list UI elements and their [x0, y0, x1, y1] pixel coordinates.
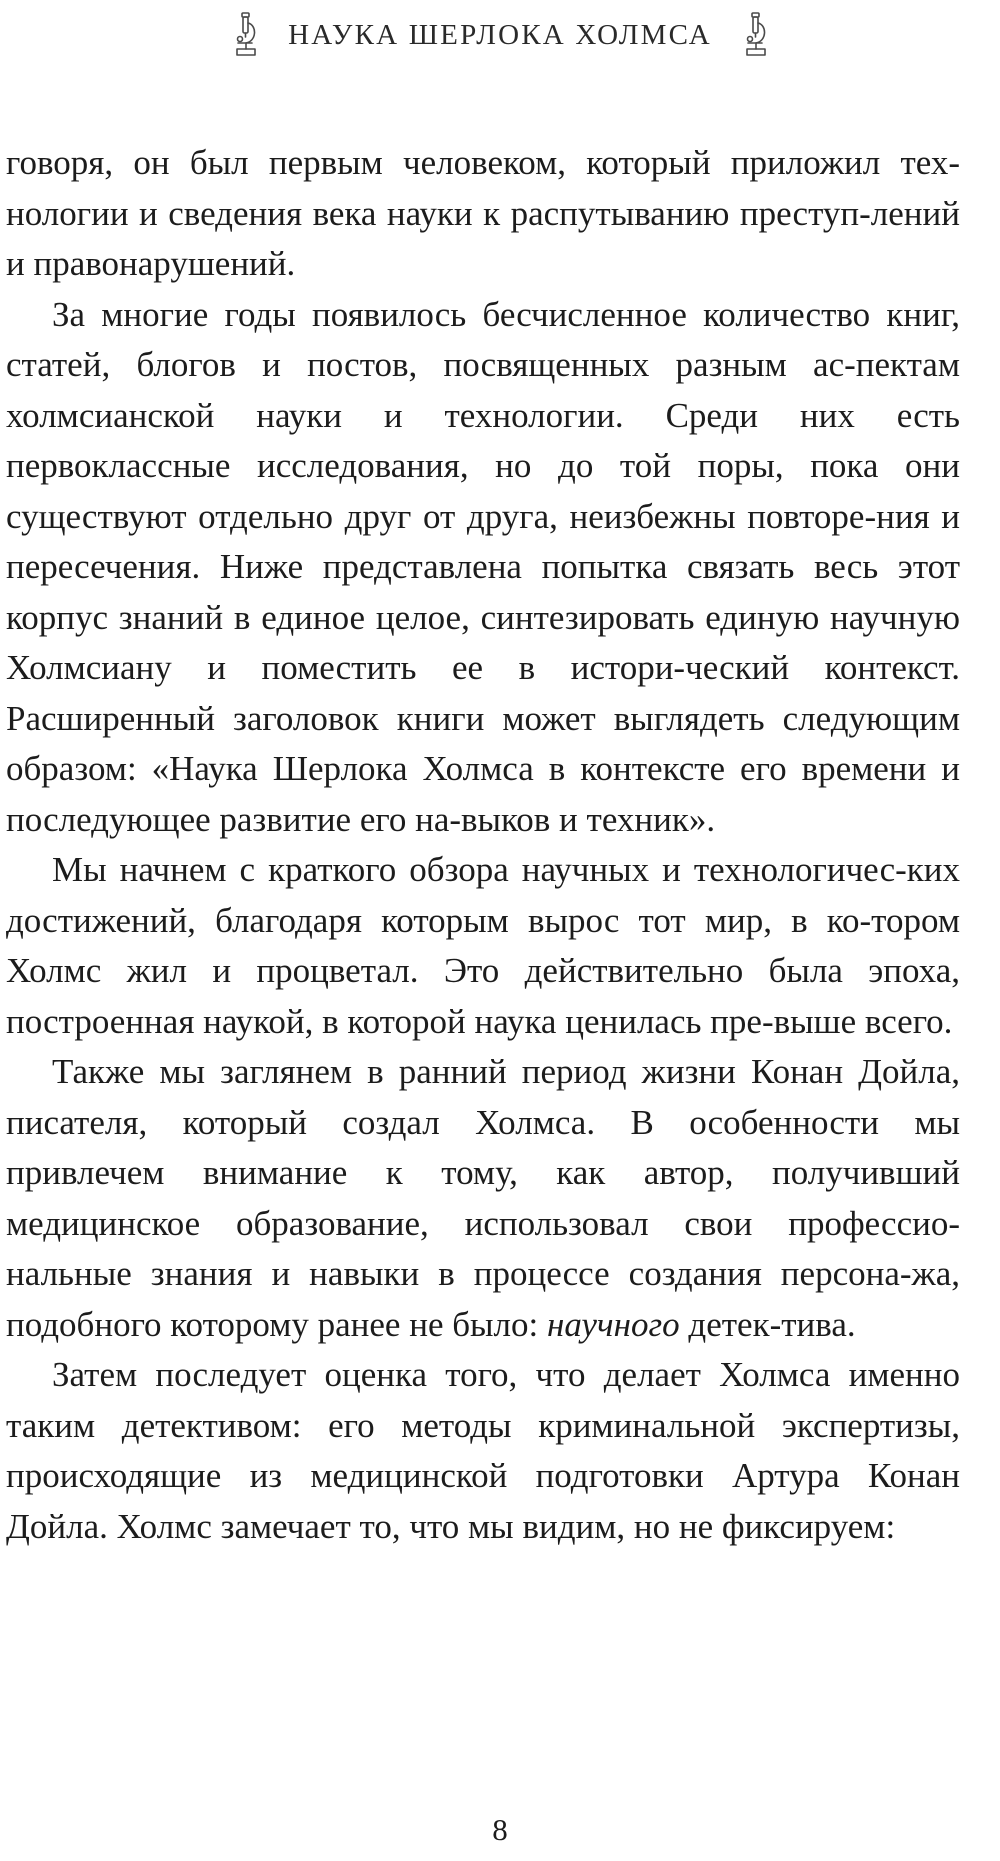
paragraph-text: говоря, он был первым человеком, который приложил тех-нологии и сведения века науки к распутыванию преступ-лений и правонарушений.	[6, 143, 960, 283]
paragraph	[6, 138, 960, 290]
paragraph-text: Также мы заглянем в ранний период жизни Конан Дойла, писателя, который создал Холмса. В особенности мы привлечем внимание к тому, как автор, получивший медицинское образование, использовал свои профессио-нальные знания и навыки в процессе создания персона-жа, подобного которому ранее не было:	[6, 1052, 960, 1344]
running-header	[0, 10, 1000, 60]
running-header-title: НАУКА ШЕРЛОКА ХОЛМСА	[288, 18, 712, 51]
italic-text: научного	[547, 1304, 680, 1344]
paragraph-text: За многие годы появилось бесчисленное количество книг, статей, блогов и постов, посвященных разным ас-пектам холмсианской науки и технологии. Среди них есть первоклассные исследования, но до той поры, пока они существуют отдельно друг от друга, неизбежны повторе-ния и пересечения. Ниже представлена попытка связать весь этот корпус знаний в единое целое, синтезировать единую научную Холмсиану и поместить ее в истори-ческий контекст. Расширенный заголовок книги может выглядеть следующим образом: «Наука Шерлока Холмса в контексте его времени и последующее развитие его на-выков и техник».	[6, 294, 960, 839]
microscope-icon	[230, 11, 260, 59]
page-number: 8	[492, 1812, 508, 1847]
microscope-icon	[740, 11, 770, 59]
paragraph-text: Мы начнем с краткого обзора научных и технологичес-ких достижений, благодаря которым вырос тот мир, в ко-тором Холмс жил и процветал. Это действительно была эпоха, построенная наукой, в которой наука ценилась пре-выше всего.	[6, 850, 960, 1041]
paragraph	[6, 845, 960, 1047]
paragraph	[6, 1047, 960, 1350]
body-text	[6, 138, 960, 1552]
paragraph-text: детек-тива.	[679, 1304, 856, 1344]
paragraph	[6, 290, 960, 846]
paragraph	[6, 1350, 960, 1552]
paragraph-text: Затем последует оценка того, что делает Холмса именно таким детективом: его методы криминальной экспертизы, происходящие из медицинской подготовки Артура Конан Дойла. Холмс замечает то, что мы видим, но не фиксируем:	[6, 1355, 960, 1546]
